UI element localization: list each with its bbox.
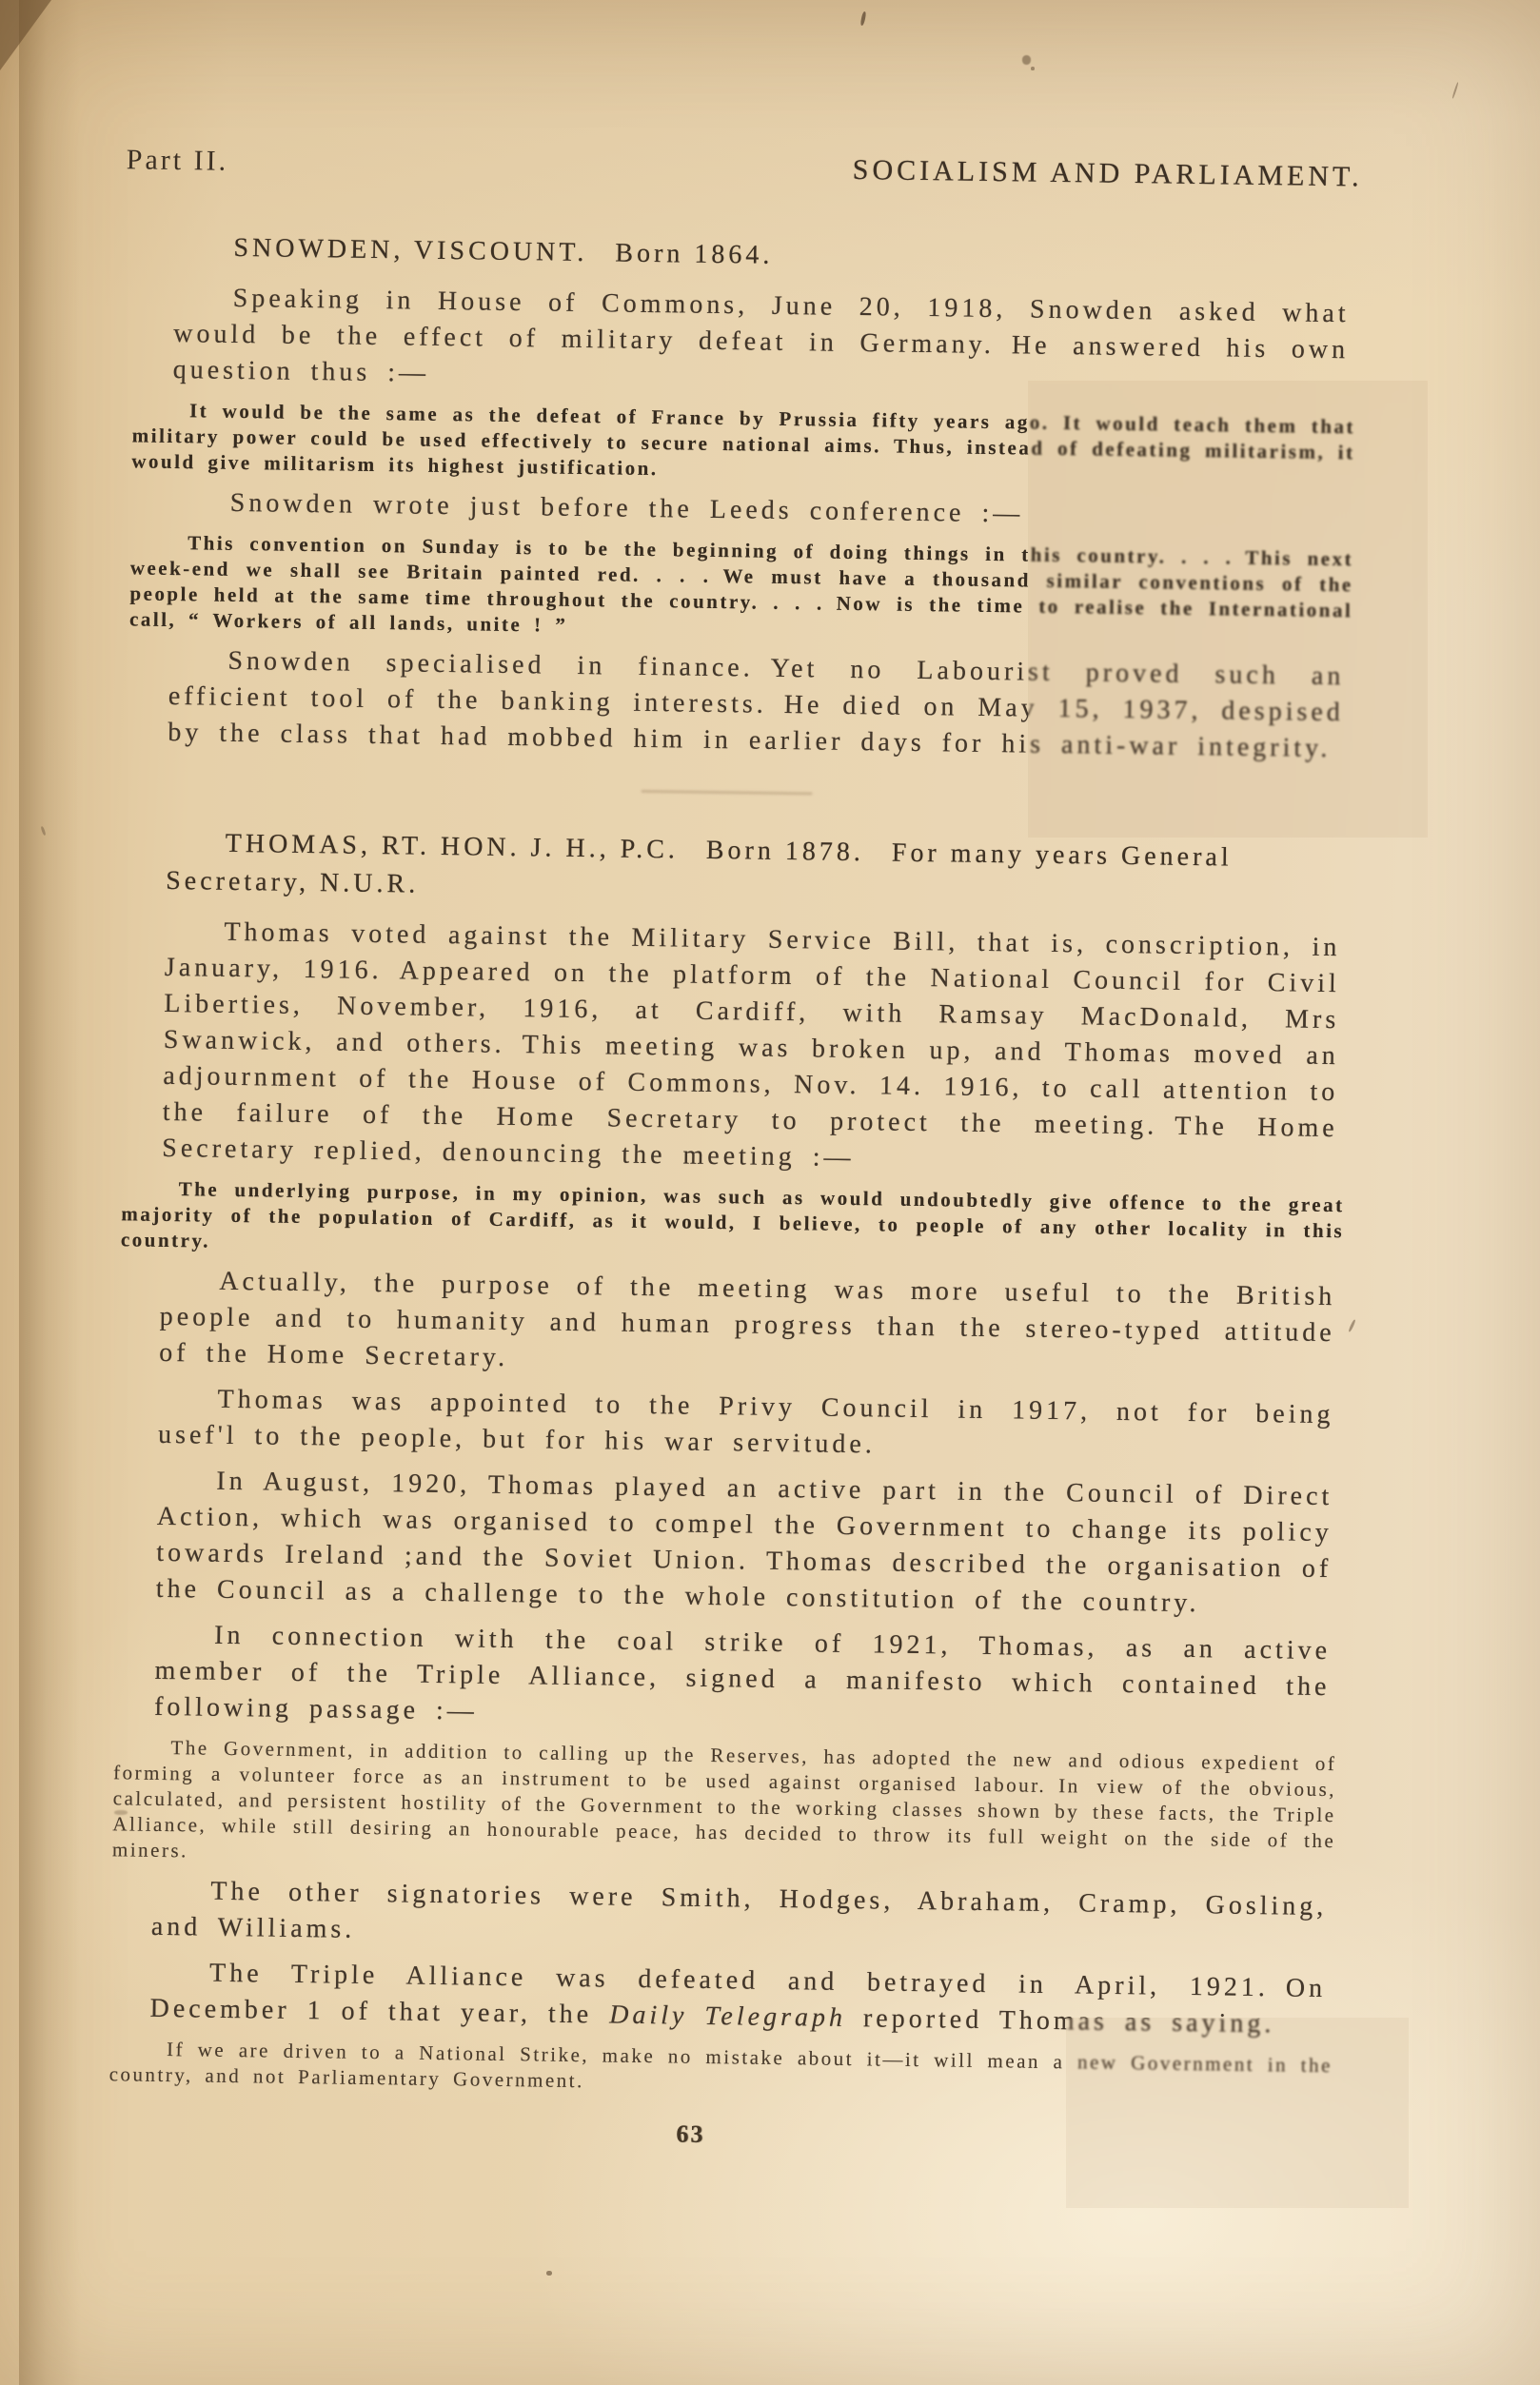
binding-edge <box>0 0 21 2385</box>
blockquote-national-strike: If we are driven to a National Strike, make no mistake about it—it will mean a new Government in the country, and not Parliamentary Government. <box>109 2038 1333 2093</box>
paper-speck <box>1031 67 1035 70</box>
paragraph-text: The Triple Alliance was defeated and betrayed in April, 1921. On December 1 of that year, the <box>149 1958 1327 2030</box>
corner-fold-shadow <box>0 0 51 70</box>
paragraph-thomas-betrayed <box>149 1955 1326 2043</box>
blockquote-snowden-defeat: It would be the same as the defeat of France by Prussia fifty years ago. It would teach them that military power could be used effectively to secure national aims. Thus, instead of defeating militarism, it would give militarism its highest justification. <box>131 399 1356 481</box>
page-number: 63 <box>676 2119 705 2148</box>
paragraph-thomas-privy-council: Thomas was appointed to the Privy Council in 1917, not for being usef'l to the people, but for his war servitude. <box>157 1384 1334 1460</box>
running-title: SOCIALISM AND PARLIAMENT. <box>852 153 1363 193</box>
entry-heading-thomas: THOMAS, RT. HON. J. H., P.C. Born 1878. For many years General Secretary, N.U.R. <box>165 828 1233 899</box>
section-separator-smudge <box>641 790 812 796</box>
paragraph-snowden-finance: Snowden specialised in finance. Yet no Labourist proved such an efficient tool of the banking interests. He died on May 15, 1937, despised by the class that had mobbed him in earlier days for his anti-war integrity. <box>168 645 1345 764</box>
paper-speck <box>1451 82 1458 99</box>
paper-speck <box>1348 1319 1356 1332</box>
paragraph-thomas-signatories: The other signatories were Smith, Hodges, Abraham, Cramp, Gosling, and Williams. <box>150 1876 1328 1944</box>
publication-title: Daily Telegraph <box>609 2000 847 2034</box>
blockquote-home-secretary: The underlying purpose, in my opinion, was such as would undoubtedly give offence to the great majority of the population of Cardiff, as it would, I believe, to people of any other locality in this country. <box>120 1177 1345 1252</box>
running-header <box>127 144 1363 193</box>
gutter-crease-shadow <box>19 0 80 2385</box>
paper-speck <box>859 11 866 27</box>
paragraph-text: reported Thomas as saying. <box>845 2003 1275 2040</box>
blockquote-triple-alliance-manifesto: The Government, in addition to calling up the Reserves, has adopted the new and odious expedient of forming a volunteer force as an instrument to be used against organised labour. In view of the obvious, calculated, and persistent hostility of the Government to the working classes shown by these facts, the Triple Alliance, while still desiring an honourable peace, has decided to throw its full weight on the side of the miners. <box>111 1736 1337 1863</box>
part-label: Part II. <box>126 144 229 177</box>
paragraph-thomas-coal-strike: In connection with the coal strike of 1921, Thomas, as an active member of the Triple Alliance, signed a manifesto which contained the following passage :— <box>153 1620 1332 1726</box>
paragraph-snowden-leeds: Snowden wrote just before the Leeds conference :— <box>229 487 1024 529</box>
paragraph-snowden-intro: Speaking in House of Commons, June 20, 1918, Snowden asked what would be the effect of military defeat in Germany. He answered his own question thus :— <box>172 283 1350 388</box>
paragraph-thomas-voted: Thomas voted against the Military Service Bill, that is, conscription, in January, 1916. Appeared on the platform of the National Council for Civil Liberties, November, 1916, at Cardiff, with Ramsay MacDonald, Mrs Swanwick, and others. This meeting was broken up, and Thomas moved an adjournment of the House of Commons, Nov. 14. 1916, to call attention to the failure of the Home Secretary to protect the meeting. The Home Secretary replied, denouncing the meeting :— <box>162 917 1341 1173</box>
blockquote-snowden-convention: This convention on Sunday is to be the beginning of doing things in this country. . . . This next week-end we shall see Britain painted red. . . . We must have a thousand similar conventions of the people held at the same time throughout the country. . . . Now is the time to realise the International call, “ Workers of all lands, unite ! ” <box>128 531 1354 637</box>
paragraph-thomas-actually: Actually, the purpose of the meeting was more useful to the British people and to humanity and human progress than the stereo-typed attitude of the Home Secretary. <box>159 1266 1336 1372</box>
paragraph-thomas-direct-action: In August, 1920, Thomas played an active part in the Council of Direct Action, which was organised to compel the Government to change its policy towards Ireland ;and the Soviet Union. Thomas described the organisation of the Council as a challenge to the whole constitution of the country. <box>155 1466 1333 1619</box>
paper-speck <box>1022 55 1031 65</box>
page-content <box>109 144 1363 2158</box>
paper-speck <box>546 2271 552 2276</box>
entry-heading-snowden: SNOWDEN, VISCOUNT. Born 1864. <box>233 232 774 270</box>
